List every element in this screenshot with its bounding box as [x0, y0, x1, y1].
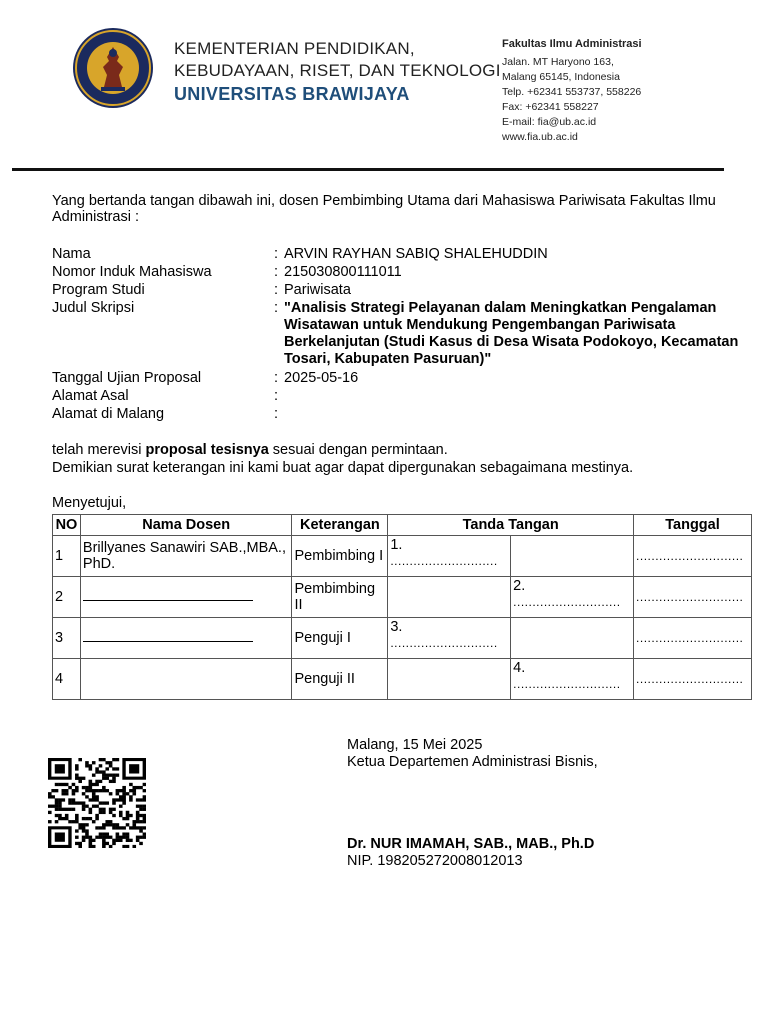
cell-no: 3: [53, 618, 81, 659]
cell-tanggal: [634, 577, 752, 618]
university-name: UNIVERSITAS BRAWIJAYA: [174, 84, 410, 104]
cell-signature-right: [511, 577, 634, 618]
field-label: Tanggal Ujian Proposal: [52, 370, 202, 386]
tanggal-dots: ............................: [636, 549, 744, 563]
field-row: [52, 388, 752, 406]
table-row: [53, 577, 752, 618]
field-value: [284, 388, 752, 406]
letterhead: [0, 0, 768, 175]
revision-statement: telah merevisi proposal tesisnya sesuai dengan permintaan. Demikian surat keterangan ini kami buat agar dapat dipergunakan sebagaimana mestinya.: [52, 442, 634, 476]
cell-nama-dosen: [80, 577, 292, 618]
header-nama-dosen: Nama Dosen: [80, 515, 292, 536]
header-no: NO: [53, 515, 81, 536]
field-colon: :: [274, 264, 279, 280]
tanggal-dots: ............................: [636, 631, 744, 645]
signature-dots: ............................: [513, 677, 621, 691]
closing-block: [347, 737, 598, 770]
field-row: [52, 300, 752, 368]
signature-dots: ............................: [513, 595, 621, 609]
field-label: Judul Skripsi: [52, 300, 135, 316]
field-row: [52, 264, 752, 282]
signer-nip: NIP. 198205272008012013: [347, 852, 523, 869]
intro-paragraph: Yang bertanda tangan dibawah ini, dosen Pembimbing Utama dari Mahasiswa Pariwisata Fakultas Ilmu Administrasi :: [52, 193, 716, 225]
tanggal-dots: ............................: [636, 672, 744, 686]
cell-keterangan: Penguji II: [292, 659, 388, 700]
cell-keterangan: Penguji I: [292, 618, 388, 659]
table-row: [53, 536, 752, 577]
signature-dots: ............................: [390, 554, 498, 568]
field-value: [284, 406, 752, 424]
signature-number: 3.: [390, 619, 403, 635]
blank-name-line: [83, 600, 253, 601]
faculty-address: [502, 37, 642, 145]
field-colon: :: [274, 370, 279, 386]
signer-block: [347, 836, 594, 869]
tanggal-dots: ............................: [636, 590, 744, 604]
signer-name: Dr. NUR IMAMAH, SAB., MAB., Ph.D: [347, 836, 595, 852]
field-colon: :: [274, 406, 279, 422]
cell-nama-dosen: Brillyanes Sanawiri SAB.,MBA., PhD.: [80, 536, 292, 577]
faculty-name: Fakultas Ilmu Administrasi: [502, 38, 642, 50]
field-row: [52, 370, 752, 388]
table-header-row: [53, 515, 752, 536]
field-row: [52, 406, 752, 424]
cell-nama-dosen: [80, 618, 292, 659]
cell-signature-left: [388, 659, 511, 700]
field-row: [52, 282, 752, 300]
address-line: Fax: +62341 558227: [502, 101, 599, 113]
place-date: Malang, 15 Mei 2025: [347, 737, 483, 753]
field-value: ARVIN RAYHAN SABIQ SHALEHUDDIN: [284, 246, 548, 262]
field-colon: :: [274, 388, 279, 404]
field-label: Nama: [52, 246, 91, 262]
cell-keterangan: Pembimbing I: [292, 536, 388, 577]
field-label: Alamat di Malang: [52, 406, 165, 422]
cell-no: 2: [53, 577, 81, 618]
address-line: www.fia.ub.ac.id: [502, 131, 578, 143]
blank-name-line: [83, 641, 253, 642]
signature-number: 4.: [513, 660, 526, 676]
cell-tanggal: [634, 618, 752, 659]
address-line: Malang 65145, Indonesia: [502, 71, 620, 83]
field-label: Nomor Induk Mahasiswa: [52, 264, 212, 280]
field-label: Program Studi: [52, 282, 145, 298]
field-label: Alamat Asal: [52, 388, 129, 404]
cell-tanggal: [634, 536, 752, 577]
cell-signature-left: [388, 536, 511, 577]
signer-position: Ketua Departemen Administrasi Bisnis,: [347, 753, 598, 770]
cell-signature-left: [388, 618, 511, 659]
qr-code-icon: [48, 758, 146, 848]
cell-tanggal: [634, 659, 752, 700]
field-row: [52, 246, 752, 264]
student-fields: [52, 246, 752, 424]
university-seal-icon: [70, 27, 156, 109]
field-value: Pariwisata: [284, 282, 351, 298]
cell-no: 1: [53, 536, 81, 577]
header-keterangan: Keterangan: [292, 515, 388, 536]
table-row: [53, 659, 752, 700]
field-colon: :: [274, 300, 279, 316]
approval-label: Menyetujui,: [52, 495, 127, 511]
address-line: E-mail: fia@ub.ac.id: [502, 116, 597, 128]
signature-number: 2.: [513, 578, 526, 594]
field-colon: :: [274, 282, 279, 298]
address-line: Jalan. MT Haryono 163,: [502, 56, 614, 68]
approval-table: [52, 514, 752, 700]
header-tanggal: Tanggal: [634, 515, 752, 536]
cell-nama-dosen: [80, 659, 292, 700]
field-value: 215030800111011: [284, 264, 402, 280]
field-colon: :: [274, 246, 279, 262]
table-row: [53, 618, 752, 659]
cell-signature-right: [511, 536, 634, 577]
signature-dots: ............................: [390, 636, 498, 650]
header-divider: [12, 168, 724, 171]
cell-signature-left: [388, 577, 511, 618]
field-value: 2025-05-16: [284, 370, 359, 386]
ministry-name: KEMENTERIAN PENDIDIKAN, KEBUDAYAAN, RISET, DAN TEKNOLOGI: [174, 39, 501, 80]
header-tanda-tangan: Tanda Tangan: [388, 515, 634, 536]
cell-signature-right: [511, 659, 634, 700]
address-line: Telp. +62341 553737, 558226: [502, 86, 642, 98]
cell-keterangan: Pembimbing II: [292, 577, 388, 618]
field-value: "Analisis Strategi Pelayanan dalam Meningkatkan Pengalaman Wisatawan untuk Mendukung Pengembangan Pariwisata Berkelanjutan (Studi Kasus di Desa Wisata Podokoyo, Kecamatan Tosari, Kabupaten Pasuruan)": [284, 300, 739, 367]
cell-signature-right: [511, 618, 634, 659]
signature-number: 1.: [390, 537, 403, 553]
address-lines: [502, 55, 642, 145]
cell-no: 4: [53, 659, 81, 700]
